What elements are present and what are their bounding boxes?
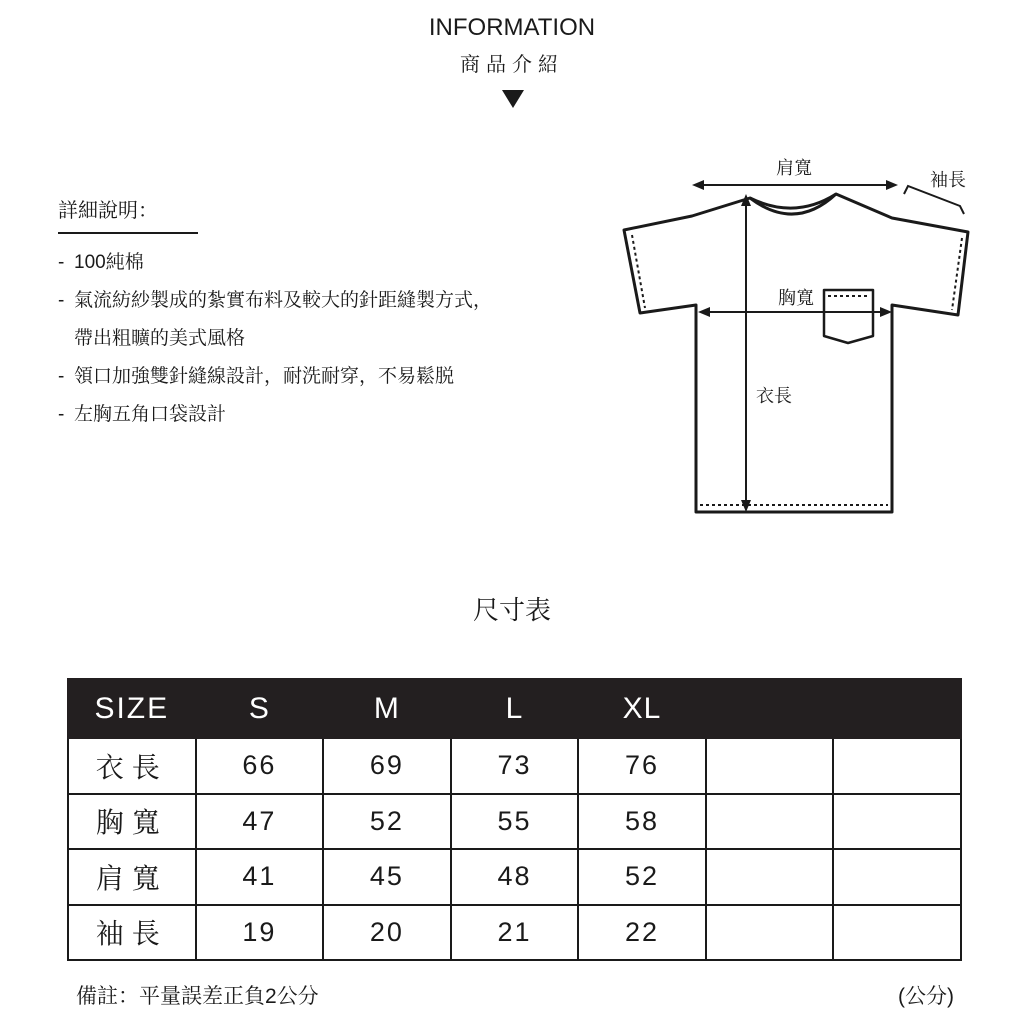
table-row	[68, 905, 961, 961]
row-label: 肩寬	[68, 849, 196, 905]
details-item: - 氣流紡紗製成的紮實布料及較大的針距縫製方式，	[58, 290, 493, 311]
table-row	[68, 738, 961, 794]
table-row	[68, 849, 961, 905]
size-value-cell	[706, 849, 834, 905]
details-item-continuation	[58, 320, 598, 358]
details-item-text: 100純棉	[74, 252, 144, 273]
chest-width-label: 胸寬	[778, 288, 814, 308]
details-item-text: 氣流紡紗製成的紮實布料及較大的針距縫製方式，	[74, 290, 493, 311]
details-item: - 左胸五角口袋設計	[58, 404, 227, 425]
size-value-cell	[833, 849, 961, 905]
shoulder-width-label: 肩寬	[776, 158, 812, 178]
details-heading: 詳細說明：	[58, 200, 158, 222]
size-value-cell: 58	[578, 794, 706, 850]
size-chart-title: 尺寸表	[472, 595, 551, 625]
size-value-cell: 48	[451, 849, 579, 905]
size-value-cell: 22	[578, 905, 706, 961]
size-value-cell: 45	[323, 849, 451, 905]
size-value-cell: 52	[323, 794, 451, 850]
size-value-cell: 20	[323, 905, 451, 961]
size-value-cell	[833, 738, 961, 794]
size-value-cell: 19	[196, 905, 324, 961]
unit-label: (公分)	[898, 985, 954, 1008]
row-label: 袖長	[68, 905, 196, 961]
size-table-header-row	[68, 679, 961, 738]
details-list	[58, 244, 598, 434]
details-item: - 100純棉	[58, 252, 144, 273]
size-value-cell: 76	[578, 738, 706, 794]
size-value-cell: 69	[323, 738, 451, 794]
size-value-cell	[706, 794, 834, 850]
size-value-cell: 66	[196, 738, 324, 794]
size-value-cell: 41	[196, 849, 324, 905]
details-item-text: 領口加強雙針縫線設計，耐洗耐穿，不易鬆脱	[74, 366, 455, 387]
size-value-cell: 55	[451, 794, 579, 850]
sleeve-length-label: 袖長	[930, 170, 966, 190]
down-triangle-icon	[502, 90, 524, 108]
tshirt-outline	[624, 194, 968, 512]
size-header-cell: L	[451, 679, 579, 738]
details-item-text: 左胸五角口袋設計	[74, 404, 227, 425]
size-header-cell	[706, 679, 834, 738]
size-value-cell: 73	[451, 738, 579, 794]
measurement-note: 備註：平量誤差正負2公分	[76, 985, 319, 1008]
size-header-cell: S	[196, 679, 324, 738]
tshirt-diagram	[600, 150, 1010, 530]
size-header-cell: M	[323, 679, 451, 738]
body-length-label: 衣長	[756, 386, 792, 406]
size-value-cell	[833, 905, 961, 961]
size-header-cell: XL	[578, 679, 706, 738]
size-value-cell: 21	[451, 905, 579, 961]
size-header-cell	[833, 679, 961, 738]
page-title: INFORMATION	[428, 14, 596, 41]
table-row	[68, 794, 961, 850]
size-value-cell: 52	[578, 849, 706, 905]
size-value-cell	[706, 738, 834, 794]
size-value-cell	[706, 905, 834, 961]
tshirt-pocket	[824, 290, 873, 343]
page-subtitle: 商品介紹	[460, 54, 564, 76]
details-item: - 領口加強雙針縫線設計，耐洗耐穿，不易鬆脱	[58, 366, 455, 387]
size-value-cell: 47	[196, 794, 324, 850]
row-label: 衣長	[68, 738, 196, 794]
size-value-cell	[833, 794, 961, 850]
row-label: 胸寬	[68, 794, 196, 850]
size-table	[67, 678, 962, 961]
details-divider	[58, 232, 198, 234]
details-item-text: 帶出粗曠的美式風格	[74, 328, 246, 349]
size-header-cell: SIZE	[68, 679, 196, 738]
